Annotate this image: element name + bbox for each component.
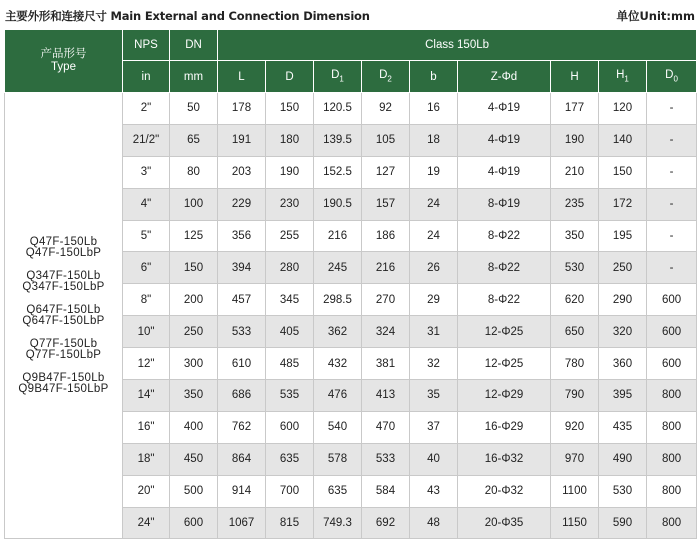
cell-nps: 16" xyxy=(123,411,170,443)
cell-d1: 216 xyxy=(314,220,362,252)
type-group xyxy=(5,305,122,327)
cell-d2: 413 xyxy=(362,380,410,412)
cell-zd: 12-Φ25 xyxy=(458,348,551,380)
cell-l: 610 xyxy=(218,348,266,380)
type-model: Q47F-150Lb xyxy=(29,235,98,248)
cell-b: 35 xyxy=(410,380,458,412)
cell-d: 255 xyxy=(266,220,314,252)
cell-d1: 245 xyxy=(314,252,362,284)
cell-h: 920 xyxy=(551,411,599,443)
cell-dn: 150 xyxy=(170,252,218,284)
nps-header: NPS xyxy=(123,30,170,61)
type-model: Q77F-150LbP xyxy=(25,348,102,361)
cell-zd: 20-Φ32 xyxy=(458,475,551,507)
cell-h: 650 xyxy=(551,316,599,348)
cell-d0: - xyxy=(647,220,697,252)
type-group xyxy=(5,237,122,259)
cell-h: 190 xyxy=(551,124,599,156)
cell-d0: - xyxy=(647,93,697,125)
cell-h: 235 xyxy=(551,188,599,220)
cell-nps: 18" xyxy=(123,443,170,475)
cell-b: 48 xyxy=(410,507,458,539)
table-body xyxy=(5,93,697,539)
cell-d0: - xyxy=(647,252,697,284)
cell-h1: 590 xyxy=(599,507,647,539)
col-header-b: b xyxy=(410,61,458,93)
cell-d2: 127 xyxy=(362,156,410,188)
cell-d1: 190.5 xyxy=(314,188,362,220)
type-model: Q9B47F-150Lb xyxy=(22,371,105,384)
cell-dn: 250 xyxy=(170,316,218,348)
cell-zd: 20-Φ35 xyxy=(458,507,551,539)
cell-nps: 4" xyxy=(123,188,170,220)
cell-b: 31 xyxy=(410,316,458,348)
cell-h: 210 xyxy=(551,156,599,188)
cell-d0: 600 xyxy=(647,348,697,380)
cell-d0: 800 xyxy=(647,411,697,443)
cell-d1: 476 xyxy=(314,380,362,412)
type-group xyxy=(5,373,122,395)
cell-b: 26 xyxy=(410,252,458,284)
cell-b: 16 xyxy=(410,93,458,125)
cell-h1: 290 xyxy=(599,284,647,316)
cell-h1: 140 xyxy=(599,124,647,156)
cell-b: 40 xyxy=(410,443,458,475)
cell-d2: 92 xyxy=(362,93,410,125)
cell-dn: 400 xyxy=(170,411,218,443)
cell-d1: 749.3 xyxy=(314,507,362,539)
cell-nps: 14" xyxy=(123,380,170,412)
type-group xyxy=(5,271,122,293)
cell-h1: 530 xyxy=(599,475,647,507)
cell-l: 914 xyxy=(218,475,266,507)
cell-dn: 300 xyxy=(170,348,218,380)
cell-h: 780 xyxy=(551,348,599,380)
cell-d2: 157 xyxy=(362,188,410,220)
cell-dn: 80 xyxy=(170,156,218,188)
cell-l: 191 xyxy=(218,124,266,156)
page-title: 主要外形和连接尺寸 Main External and Connection Dimension xyxy=(5,9,370,23)
cell-h: 530 xyxy=(551,252,599,284)
cell-d: 815 xyxy=(266,507,314,539)
title-bar xyxy=(5,6,695,26)
cell-d: 405 xyxy=(266,316,314,348)
cell-zd: 8-Φ19 xyxy=(458,188,551,220)
cell-d: 150 xyxy=(266,93,314,125)
type-model: Q77F-150Lb xyxy=(29,337,98,350)
cell-d2: 324 xyxy=(362,316,410,348)
cell-d: 485 xyxy=(266,348,314,380)
cell-nps: 21/2" xyxy=(123,124,170,156)
cell-b: 24 xyxy=(410,188,458,220)
cell-d1: 635 xyxy=(314,475,362,507)
cell-l: 457 xyxy=(218,284,266,316)
cell-h: 790 xyxy=(551,380,599,412)
cell-d1: 139.5 xyxy=(314,124,362,156)
table-row xyxy=(5,93,697,125)
cell-d1: 432 xyxy=(314,348,362,380)
cell-h: 1100 xyxy=(551,475,599,507)
cell-zd: 4-Φ19 xyxy=(458,156,551,188)
cell-dn: 450 xyxy=(170,443,218,475)
cell-nps: 24" xyxy=(123,507,170,539)
col-header-D: D xyxy=(266,61,314,93)
cell-zd: 4-Φ19 xyxy=(458,93,551,125)
cell-l: 229 xyxy=(218,188,266,220)
cell-nps: 3" xyxy=(123,156,170,188)
cell-d: 190 xyxy=(266,156,314,188)
type-group xyxy=(5,339,122,361)
cell-l: 1067 xyxy=(218,507,266,539)
cell-d2: 533 xyxy=(362,443,410,475)
cell-dn: 100 xyxy=(170,188,218,220)
cell-l: 203 xyxy=(218,156,266,188)
type-model: Q647F-150Lb xyxy=(26,303,101,316)
cell-d0: - xyxy=(647,124,697,156)
cell-nps: 10" xyxy=(123,316,170,348)
cell-d: 230 xyxy=(266,188,314,220)
cell-b: 29 xyxy=(410,284,458,316)
cell-h1: 490 xyxy=(599,443,647,475)
cell-d1: 362 xyxy=(314,316,362,348)
cell-dn: 200 xyxy=(170,284,218,316)
cell-d2: 692 xyxy=(362,507,410,539)
cell-d0: - xyxy=(647,156,697,188)
cell-dn: 600 xyxy=(170,507,218,539)
type-model: Q9B47F-150LbP xyxy=(18,382,109,395)
cell-d2: 216 xyxy=(362,252,410,284)
cell-dn: 65 xyxy=(170,124,218,156)
col-header-L: L xyxy=(218,61,266,93)
cell-b: 18 xyxy=(410,124,458,156)
cell-h1: 172 xyxy=(599,188,647,220)
cell-zd: 8-Φ22 xyxy=(458,284,551,316)
cell-d: 345 xyxy=(266,284,314,316)
cell-nps: 20" xyxy=(123,475,170,507)
cell-zd: 8-Φ22 xyxy=(458,220,551,252)
col-header-D0: $D_0$ xyxy=(647,61,697,93)
cell-nps: 6" xyxy=(123,252,170,284)
dimension-table xyxy=(4,29,697,539)
cell-l: 394 xyxy=(218,252,266,284)
type-list xyxy=(5,93,123,539)
unit-mm-header: mm xyxy=(170,61,218,93)
cell-b: 24 xyxy=(410,220,458,252)
cell-zd: 12-Φ29 xyxy=(458,380,551,412)
cell-dn: 500 xyxy=(170,475,218,507)
cell-d0: 600 xyxy=(647,284,697,316)
cell-dn: 50 xyxy=(170,93,218,125)
cell-d: 600 xyxy=(266,411,314,443)
cell-zd: 8-Φ22 xyxy=(458,252,551,284)
col-header-zd: Z-Φd xyxy=(458,61,551,93)
cell-d0: 800 xyxy=(647,507,697,539)
cell-l: 356 xyxy=(218,220,266,252)
cell-b: 43 xyxy=(410,475,458,507)
type-header xyxy=(5,30,123,93)
cell-h1: 395 xyxy=(599,380,647,412)
cell-zd: 16-Φ32 xyxy=(458,443,551,475)
dn-header: DN xyxy=(170,30,218,61)
cell-l: 762 xyxy=(218,411,266,443)
cell-h1: 150 xyxy=(599,156,647,188)
cell-h1: 195 xyxy=(599,220,647,252)
cell-d1: 152.5 xyxy=(314,156,362,188)
cell-d: 635 xyxy=(266,443,314,475)
cell-d2: 105 xyxy=(362,124,410,156)
cell-d: 700 xyxy=(266,475,314,507)
cell-d1: 298.5 xyxy=(314,284,362,316)
cell-d: 280 xyxy=(266,252,314,284)
cell-nps: 2" xyxy=(123,93,170,125)
cell-h1: 435 xyxy=(599,411,647,443)
cell-h: 620 xyxy=(551,284,599,316)
cell-h1: 250 xyxy=(599,252,647,284)
cell-d0: 800 xyxy=(647,475,697,507)
type-model: Q647F-150LbP xyxy=(22,314,105,327)
cell-d2: 186 xyxy=(362,220,410,252)
cell-d1: 120.5 xyxy=(314,93,362,125)
type-header-cn: 产品形号 xyxy=(40,48,87,60)
cell-d0: - xyxy=(647,188,697,220)
cell-b: 32 xyxy=(410,348,458,380)
cell-h1: 320 xyxy=(599,316,647,348)
cell-dn: 350 xyxy=(170,380,218,412)
unit-label: 单位Unit:mm xyxy=(616,9,695,23)
type-header-en: Type xyxy=(51,61,76,73)
col-header-D2: $D_2$ xyxy=(362,61,410,93)
cell-d: 180 xyxy=(266,124,314,156)
cell-b: 19 xyxy=(410,156,458,188)
type-model: Q347F-150Lb xyxy=(26,269,101,282)
cell-d2: 381 xyxy=(362,348,410,380)
col-header-H1: $H_1$ xyxy=(599,61,647,93)
cell-l: 533 xyxy=(218,316,266,348)
cell-zd: 4-Φ19 xyxy=(458,124,551,156)
cell-h1: 120 xyxy=(599,93,647,125)
cell-d2: 270 xyxy=(362,284,410,316)
class-header: Class 150Lb xyxy=(218,30,697,61)
cell-d1: 540 xyxy=(314,411,362,443)
cell-h: 350 xyxy=(551,220,599,252)
cell-d0: 800 xyxy=(647,443,697,475)
cell-h: 177 xyxy=(551,93,599,125)
cell-l: 686 xyxy=(218,380,266,412)
type-model: Q347F-150LbP xyxy=(22,280,105,293)
cell-zd: 16-Φ29 xyxy=(458,411,551,443)
cell-d: 535 xyxy=(266,380,314,412)
cell-nps: 8" xyxy=(123,284,170,316)
cell-dn: 125 xyxy=(170,220,218,252)
cell-zd: 12-Φ25 xyxy=(458,316,551,348)
cell-l: 178 xyxy=(218,93,266,125)
col-header-H: H xyxy=(551,61,599,93)
cell-d1: 578 xyxy=(314,443,362,475)
cell-h: 970 xyxy=(551,443,599,475)
cell-h: 1150 xyxy=(551,507,599,539)
cell-nps: 12" xyxy=(123,348,170,380)
cell-d2: 584 xyxy=(362,475,410,507)
cell-b: 37 xyxy=(410,411,458,443)
cell-d0: 600 xyxy=(647,316,697,348)
cell-d0: 800 xyxy=(647,380,697,412)
col-header-D1: $D_1$ xyxy=(314,61,362,93)
cell-h1: 360 xyxy=(599,348,647,380)
cell-nps: 5" xyxy=(123,220,170,252)
type-model: Q47F-150LbP xyxy=(25,246,102,259)
unit-in-header: in xyxy=(123,61,170,93)
cell-d2: 470 xyxy=(362,411,410,443)
cell-l: 864 xyxy=(218,443,266,475)
